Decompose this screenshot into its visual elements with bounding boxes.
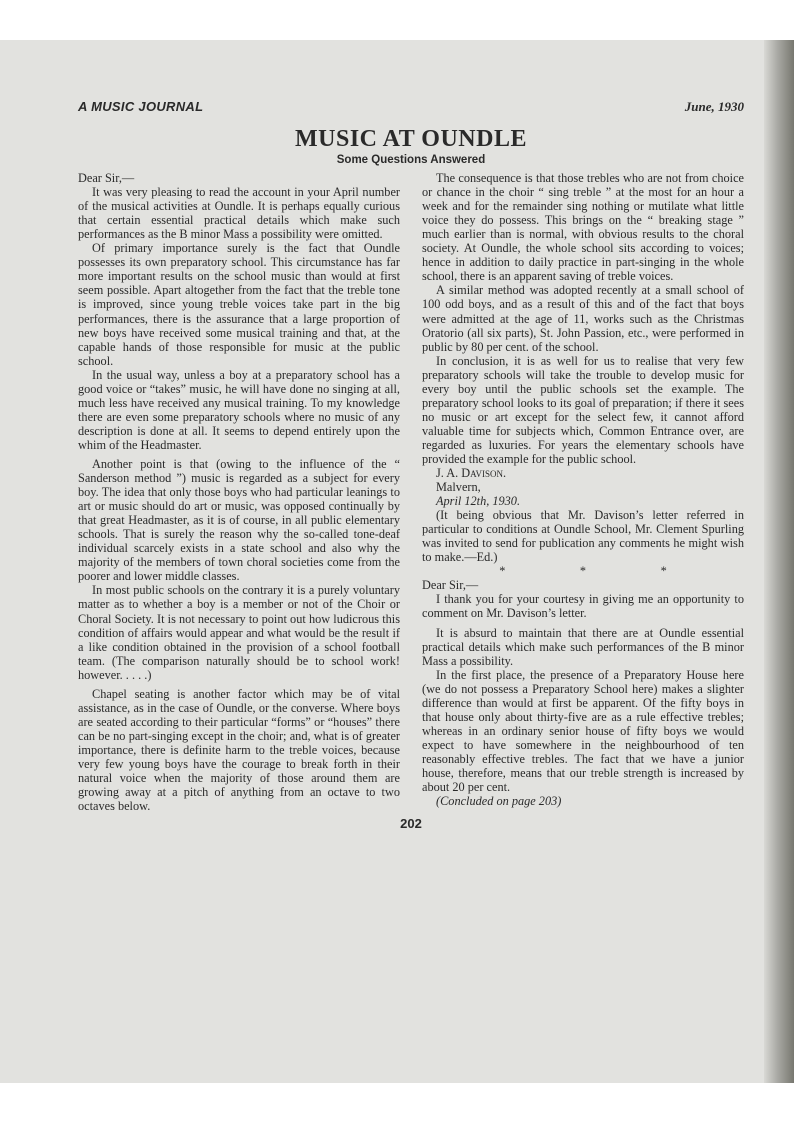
paragraph: In conclusion, it is as well for us to realise that very few preparatory schools will take the trouble to develop music for every boy until the public schools set the example. The preparatory school looks to its goal of preparation; if there it sees no music or art except for the select few, it cannot afford valuable time for subjects which, Common Entrance over, are regarded as luxuries. For years the elementary schools have provided the example for the public school. xyxy=(422,353,744,466)
salutation: Dear Sir,— xyxy=(78,171,135,186)
separator-star: * xyxy=(660,564,667,579)
paragraph: In most public schools on the contrary it is a purely voluntary matter as to whether a boy is a member or not of the Choir or Choral Society. It is not necessary to point out how ludicrous this condition of affairs would appear and what would be the result if a like condition obtained in the provision of a school football team. (The comparison naturally should be to school work! however. . . . .) xyxy=(78,583,400,682)
separator-star: * xyxy=(499,564,506,579)
paragraph: It was very pleasing to read the account in your April number of the musical activities at Oundle. It is perhaps equally curious that certain essential practical details which make such performances as the B minor Mass a possibility were omitted. xyxy=(78,185,400,242)
letter-place: Malvern, xyxy=(436,480,481,495)
signature: J. A. Davison. xyxy=(436,466,507,481)
issue-date: June, 1930 xyxy=(684,99,744,114)
editor-note: (It being obvious that Mr. Davison’s letter referred in particular to conditions at Oundle School, Mr. Clement Spurling was invited to send for publication any comments he might wish to make.—Ed.) xyxy=(422,508,744,565)
running-header xyxy=(78,100,744,118)
paragraph: Another point is that (owing to the influence of the “ Sanderson method ”) music is regarded as a subject for every boy. The idea that only those boys who had particular leanings to art or music should do art or music, was opposed continually by that great Headmaster, as it is of course, in all public elementary schools. That is surely the reason why the so-called tone-deaf individual scarcely exists in a state school and also why the majority of the members of town choral societies come from the poorer and lower middle classes. xyxy=(78,456,400,584)
paragraph: It is absurd to maintain that there are at Oundle essential practical details which make such performances of the B minor Mass a possibility. xyxy=(422,625,744,668)
paragraph: A similar method was adopted recently at a small school of 100 odd boys, and as a result of this and of the fact that boys were admitted at the age of 11, works such as the Christmas Oratorio (all six parts), St. John Passion, etc., were performed in public by 80 per cent. of the school. xyxy=(422,283,744,354)
letter-date: April 12th, 1930. xyxy=(436,494,521,509)
separator-star: * xyxy=(579,564,587,579)
journal-name: A MUSIC JOURNAL xyxy=(78,99,204,114)
page-number: 202 xyxy=(400,816,422,832)
continuation-note: (Concluded on page 203) xyxy=(436,794,562,809)
reply-salutation: Dear Sir,— xyxy=(422,578,479,593)
paragraph: I thank you for your courtesy in giving me an opportunity to comment on Mr. Davison’s letter. xyxy=(422,592,744,621)
right-column xyxy=(422,171,744,813)
article-subtitle: Some Questions Answered xyxy=(336,154,486,166)
left-column xyxy=(78,171,400,813)
paragraph: Of primary importance surely is the fact that Oundle possesses its own preparatory school. This circumstance has far more important results on the school music than would at first seem possible. Apart altogether from the fact that the treble tone is improved, since young treble voices take part in the big performances, there is the assurance that a large proportion of new boys have received some musical training and that, at the capable hands of those responsible for music at the public school. xyxy=(78,241,400,368)
journal-page xyxy=(78,100,744,831)
paragraph: In the usual way, unless a boy at a preparatory school has a good voice or “takes” music, he will have done no singing at all, much less have received any musical training. To my knowledge there are even some preparatory schools where no music of any description is done at all. It seems to depend entirely upon the whim of the Headmaster. xyxy=(78,367,400,452)
text-columns xyxy=(78,171,744,813)
book-spine-shadow xyxy=(764,40,794,1083)
paragraph: The consequence is that those trebles who are not from choice or chance in the choir “ sing treble ” at the most for an hour a week and for the remainder sing nothing or mutilate what little voice they do possess. This brings on the “ breaking stage ” much earlier than is normal, with obvious results to the choral society. At Oundle, the whole school sits according to voices; hence in addition to daily practice in part-singing in the whole school, there is an apparent saving of treble voices. xyxy=(422,171,744,284)
paragraph: Chapel seating is another factor which may be of vital assistance, as in the case of Oundle, or the converse. Where boys are seated according to their particular “forms” or “houses” there can be no part-singing except in the choir; and, what is of greater importance, there is definite harm to the treble voices, because very few young boys have the courage to break forth in their natural voice when the majority of those around them are growing away at a pitch of anything from an octave to two octaves below. xyxy=(78,686,400,814)
section-separator xyxy=(462,564,704,578)
paragraph: In the first place, the presence of a Preparatory House here (we do not possess a Preparatory School here) makes a slighter difference than would at first be apparent. Of the fifty boys in that house only about thirty-five are as a rule effective trebles; whereas in an ordinary senior house of fifty boys we would expect to have somewhere in the neighbourhood of ten reasonably effective trebles. The fact that we have a junior house, therefore, means that our treble strength is increased by about 20 per cent. xyxy=(422,667,744,795)
article-title: MUSIC AT OUNDLE xyxy=(295,126,527,152)
